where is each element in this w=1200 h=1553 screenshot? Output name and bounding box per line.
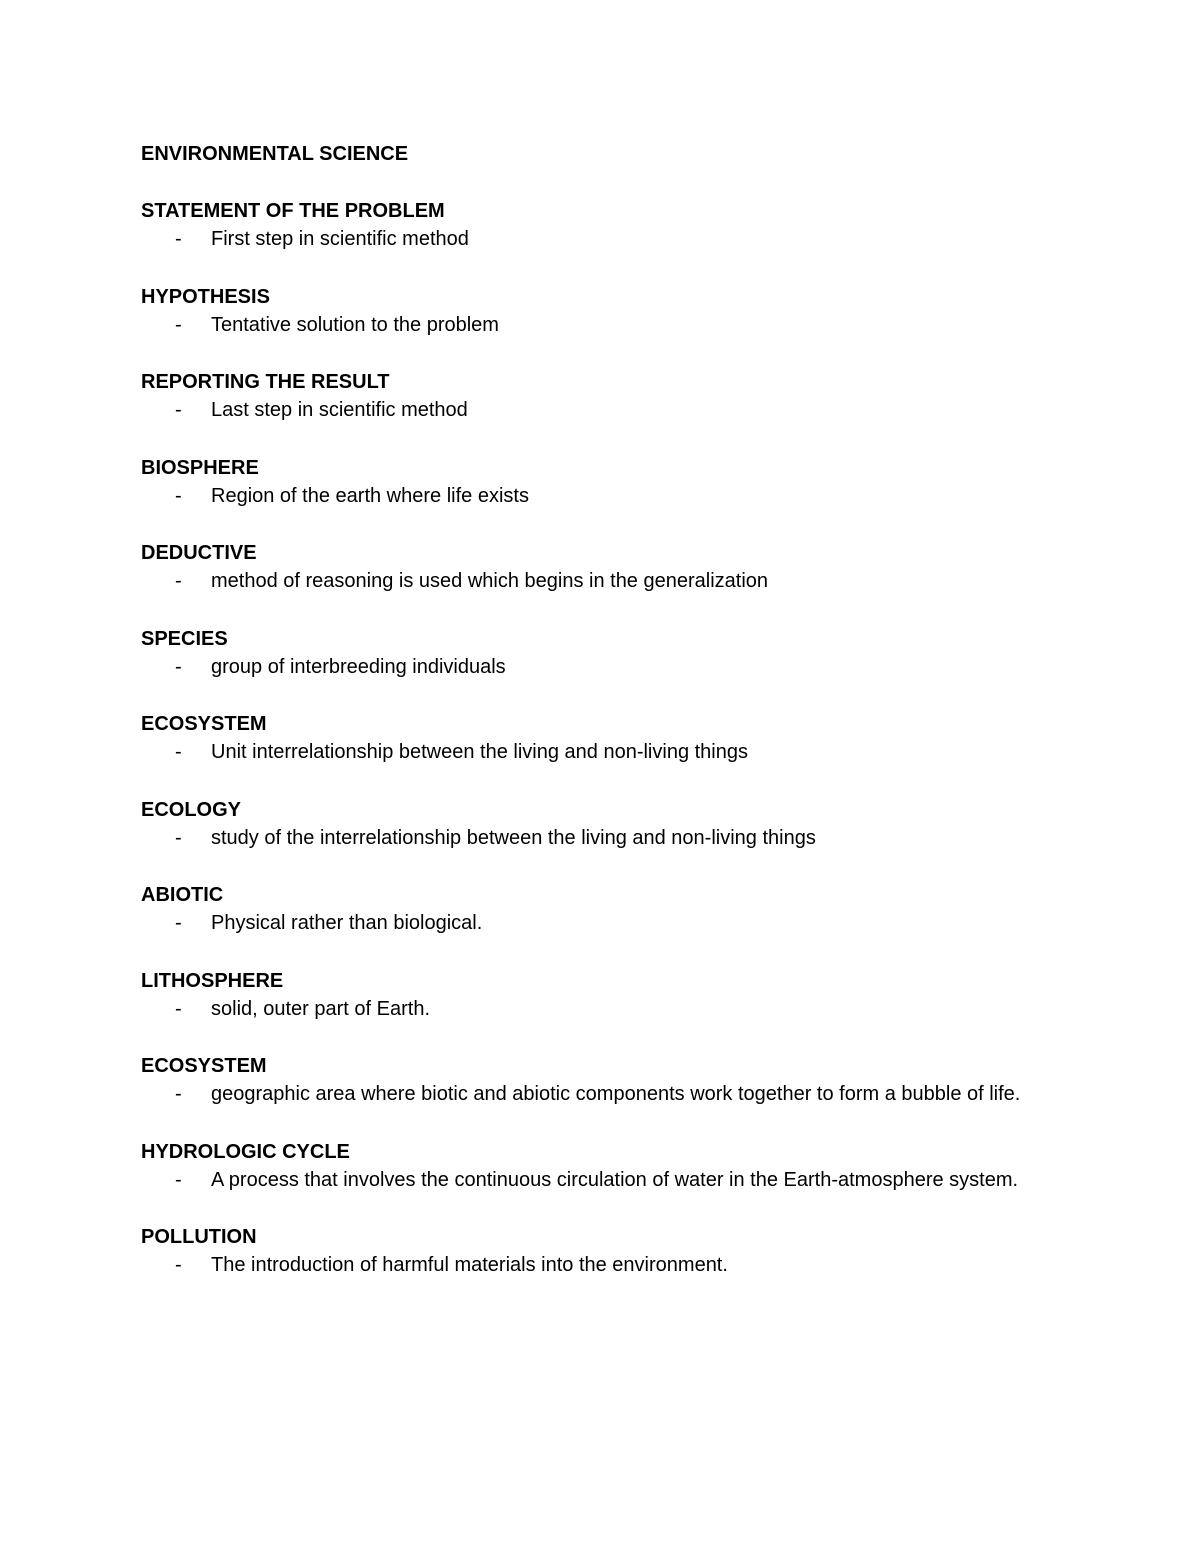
term-entry <box>141 368 1061 425</box>
term-entry <box>141 1052 1061 1109</box>
term-entry <box>141 967 1061 1024</box>
document-title: ENVIRONMENTAL SCIENCE <box>141 143 409 165</box>
term-definition <box>141 1251 1061 1280</box>
term-definition <box>141 567 1061 596</box>
term-heading: LITHOSPHERE <box>141 969 284 992</box>
term-heading: POLLUTION <box>141 1226 257 1248</box>
bullet-dash: - <box>175 655 182 678</box>
term-heading: HYPOTHESIS <box>141 285 270 308</box>
term-definition <box>141 909 1061 938</box>
bullet-dash: - <box>175 741 182 763</box>
definition-text: group of interbreeding individuals <box>211 655 506 678</box>
bullet-dash: - <box>175 570 182 592</box>
definition-text: study of the interrelationship between the living and non-living things <box>211 826 816 849</box>
bullet-dash: - <box>175 399 182 421</box>
term-heading: ECOSYSTEM <box>141 1055 267 1077</box>
term-heading: ABIOTIC <box>141 884 224 906</box>
term-definition <box>141 482 1061 511</box>
term-definition <box>141 738 1061 767</box>
term-definition <box>141 311 1061 340</box>
definition-text: Unit interrelationship between the living and non-living things <box>211 741 748 763</box>
bullet-dash: - <box>175 1254 182 1276</box>
term-definition <box>141 653 1061 682</box>
definition-text: A process that involves the continuous circulation of water in the Earth-atmosphere system. <box>211 1168 1019 1191</box>
term-heading: DEDUCTIVE <box>141 542 257 564</box>
term-definition <box>141 1166 1061 1195</box>
definition-text: Region of the earth where life exists <box>211 484 529 507</box>
term-entry <box>141 710 1061 767</box>
term-entry <box>141 881 1061 938</box>
term-heading: REPORTING THE RESULT <box>141 371 390 393</box>
term-heading: STATEMENT OF THE PROBLEM <box>141 200 445 222</box>
term-heading: ECOSYSTEM <box>141 713 267 735</box>
term-definition <box>141 995 1061 1024</box>
term-definition <box>141 225 1061 254</box>
term-entry <box>141 796 1061 853</box>
definition-text: Last step in scientific method <box>211 399 468 421</box>
term-entry <box>141 539 1061 596</box>
term-heading: ECOLOGY <box>141 798 242 821</box>
bullet-dash: - <box>175 1083 182 1105</box>
term-entry <box>141 1138 1061 1195</box>
definition-text: First step in scientific method <box>211 228 469 250</box>
term-definition <box>141 1080 1061 1109</box>
definition-text: geographic area where biotic and abiotic components work together to form a bubble of life. <box>211 1083 1021 1105</box>
definition-text: solid, outer part of Earth. <box>211 997 431 1020</box>
document-page <box>141 140 1061 1309</box>
term-heading: SPECIES <box>141 627 228 650</box>
bullet-dash: - <box>175 484 182 507</box>
bullet-dash: - <box>175 313 182 336</box>
bullet-dash: - <box>175 912 182 934</box>
definition-text: method of reasoning is used which begins in the generalization <box>211 570 769 592</box>
bullet-dash: - <box>175 997 182 1020</box>
term-heading: HYDROLOGIC CYCLE <box>141 1140 350 1163</box>
bullet-dash: - <box>175 228 182 250</box>
term-entry <box>141 283 1061 340</box>
bullet-dash: - <box>175 826 182 849</box>
term-entry <box>141 625 1061 682</box>
definition-text: Physical rather than biological. <box>211 912 483 934</box>
term-entry <box>141 1223 1061 1280</box>
definition-text: The introduction of harmful materials into the environment. <box>211 1254 728 1276</box>
term-definition <box>141 824 1061 853</box>
term-definition <box>141 396 1061 425</box>
definition-text: Tentative solution to the problem <box>211 313 499 336</box>
term-entry <box>141 197 1061 254</box>
bullet-dash: - <box>175 1168 182 1191</box>
term-heading: BIOSPHERE <box>141 456 259 479</box>
term-entry <box>141 454 1061 511</box>
